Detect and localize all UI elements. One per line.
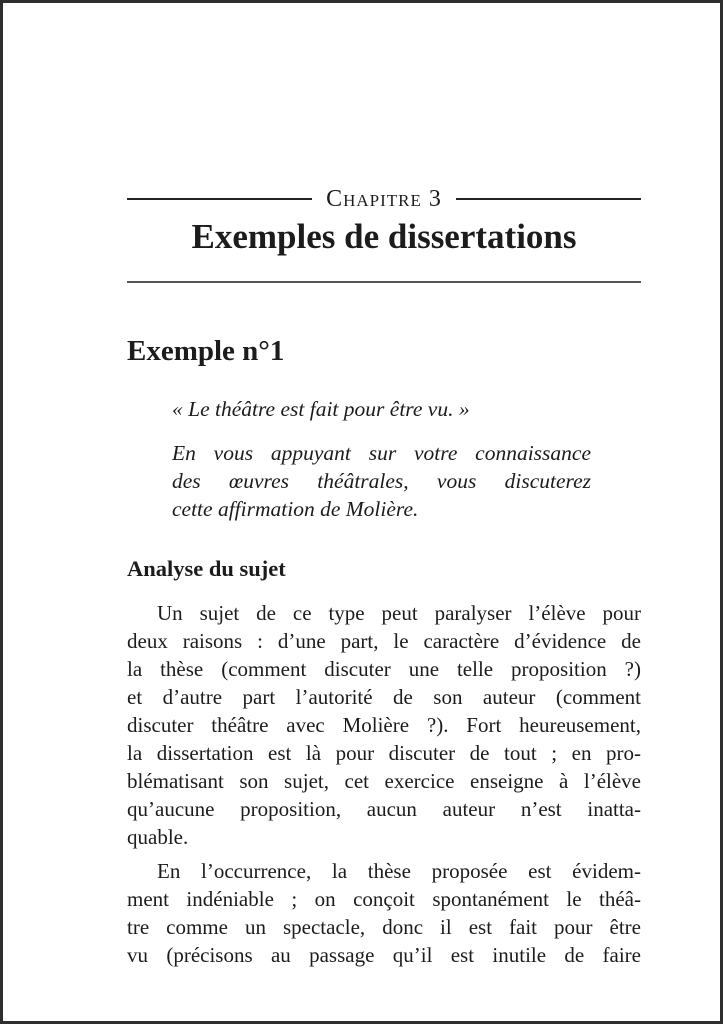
- body-line: ment indéniable ; on conçoit spontanément le théâ-: [127, 887, 641, 911]
- chapter-header: [127, 187, 641, 211]
- instruction-paragraph: [172, 439, 591, 523]
- body-line: discuter théâtre avec Molière ?). Fort heureusement,: [127, 713, 641, 737]
- analysis-paragraph-1: [127, 599, 641, 851]
- body-line: deux raisons : d’une part, le caractère d’évidence de: [127, 629, 641, 653]
- body-line: Un sujet de ce type peut paralyser l’élève pour: [157, 601, 641, 625]
- chapter-title: Exemples de dissertations: [191, 217, 577, 256]
- instruction-line: cette affirmation de Molière.: [172, 497, 419, 521]
- body-line: et d’autre part l’autorité de son auteur (comment: [127, 685, 641, 709]
- instruction-line: En vous appuyant sur votre connaissance: [172, 441, 591, 465]
- subject-quote-block: [172, 395, 591, 523]
- analysis-paragraph-2: [127, 857, 641, 969]
- title-divider-rule: [127, 281, 641, 283]
- text-block: [127, 187, 641, 969]
- body-line: blématisant son sujet, cet exercice enseigne à l’élève: [127, 769, 641, 793]
- analysis-heading: Analyse du sujet: [127, 556, 286, 581]
- body-line: En l’occurrence, la thèse proposée est évidem-: [157, 859, 641, 883]
- body-line: la dissertation est là pour discuter de tout ; en pro-: [127, 741, 641, 765]
- body-line: tre comme un spectacle, donc il est fait pour être: [127, 915, 641, 939]
- chapter-rule-right: [456, 198, 641, 200]
- body-line: quable.: [127, 825, 189, 849]
- quote-line: « Le théâtre est fait pour être vu. »: [172, 397, 470, 421]
- example-heading: Exemple n°1: [127, 335, 285, 367]
- instruction-line: des œuvres théâtrales, vous discuterez: [172, 469, 591, 493]
- body-line: vu (précisons au passage qu’il est inutile de faire: [127, 943, 641, 967]
- body-line: la thèse (comment discuter une telle proposition ?): [127, 657, 641, 681]
- chapter-rule-left: [127, 198, 312, 200]
- chapter-label: Chapitre 3: [326, 186, 442, 212]
- body-line: qu’aucune proposition, aucun auteur n’est inatta-: [127, 797, 641, 821]
